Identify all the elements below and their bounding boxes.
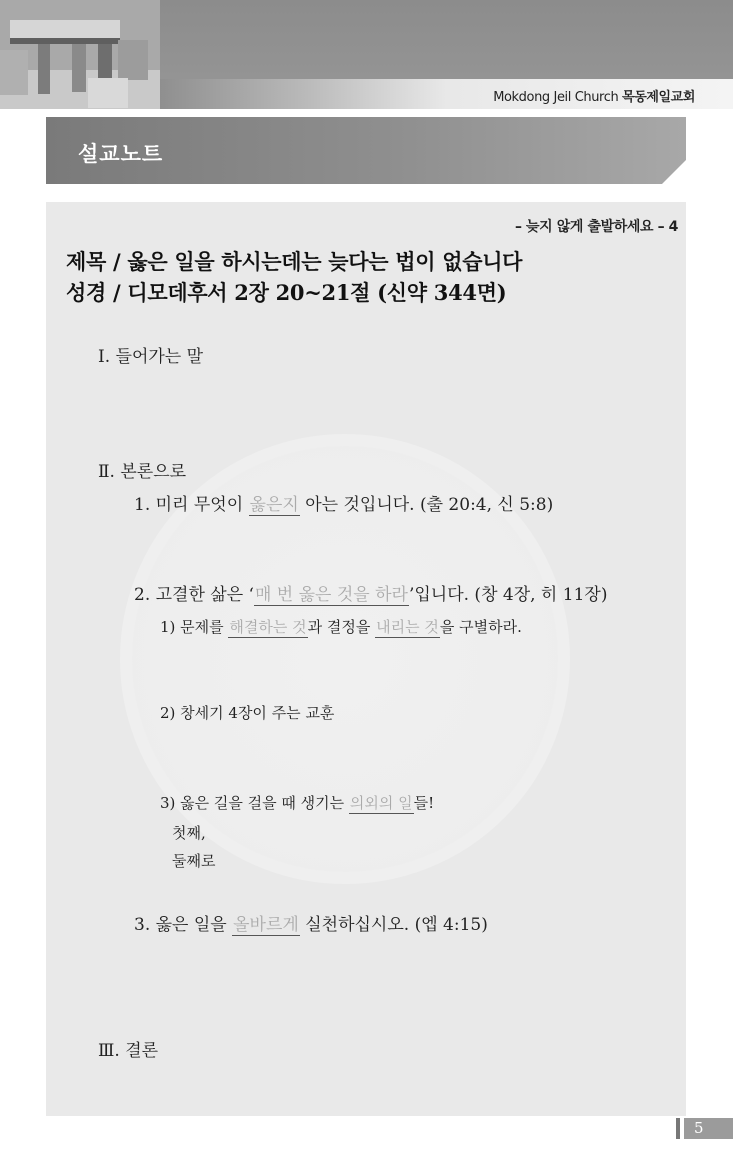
point-2-ref: ’입니다. (창 4장, 히 11장) (408, 585, 608, 605)
sub-point-1-blank-2: 내리는 것 (376, 618, 439, 636)
page-tab-marker (676, 1118, 680, 1139)
outline-intro: Ⅰ. 들어가는 말 (98, 347, 204, 367)
sub-point-3 (160, 792, 434, 814)
header-photo (0, 0, 160, 109)
point-2-blank: 매 번 옳은 것을 하라 (254, 580, 409, 606)
sub-point-2: 2) 창세기 4장이 주는 교훈 (160, 704, 335, 722)
point-2 (134, 580, 607, 606)
church-name-en: Mokdong Jeil Church (493, 90, 619, 105)
point-3 (134, 910, 488, 936)
point-1-blank: 옳은지 (249, 490, 300, 516)
sub-point-3-end: 들! (413, 794, 435, 812)
page-number: 5 (684, 1118, 733, 1139)
church-name-ko: 목동제일교회 (622, 90, 695, 105)
sub-point-3-text: 3) 옳은 길을 걸을 때 생기는 (160, 794, 349, 812)
section-title: 설교노트 (78, 142, 164, 166)
sub-point-1-mid: 과 결정을 (307, 618, 376, 636)
stone-table-photo (0, 0, 160, 109)
series-label: – 늦지 않게 출발하세요 – 4 (514, 219, 678, 235)
point-3-text: 3. 옳은 일을 (134, 915, 233, 935)
sub-point-1-text: 1) 문제를 (160, 618, 229, 636)
point-2-text: 2. 고결한 삶은 ‘ (134, 585, 254, 605)
outline-body: Ⅱ. 본론으로 (98, 462, 187, 482)
sermon-title: 제목 / 옳은 일을 하시는데는 늦다는 법이 없습니다 (66, 249, 523, 274)
section-title-bar (46, 117, 686, 184)
second-item: 둘째로 (172, 852, 216, 870)
point-1 (134, 490, 553, 516)
sub-point-1 (160, 616, 522, 638)
scripture-reference: 성경 / 디모데후서 2장 20~21절 (신약 344면) (66, 280, 507, 305)
point-3-ref: 실천하십시오. (엡 4:15) (299, 915, 488, 935)
sub-point-3-blank: 의외의 일 (349, 794, 413, 812)
sub-point-1-end: 을 구별하라. (439, 618, 522, 636)
outline-conclusion: Ⅲ. 결론 (98, 1041, 159, 1061)
point-1-text: 1. 미리 무엇이 (134, 495, 249, 515)
first-item: 첫째, (172, 824, 206, 842)
church-name (493, 86, 695, 105)
sub-point-1-blank-1: 해결하는 것 (229, 618, 307, 636)
point-1-ref: 아는 것입니다. (출 20:4, 신 5:8) (299, 495, 554, 515)
sermon-note-panel (46, 202, 686, 1116)
corner-fold (662, 160, 686, 184)
point-3-blank: 올바르게 (232, 910, 300, 936)
